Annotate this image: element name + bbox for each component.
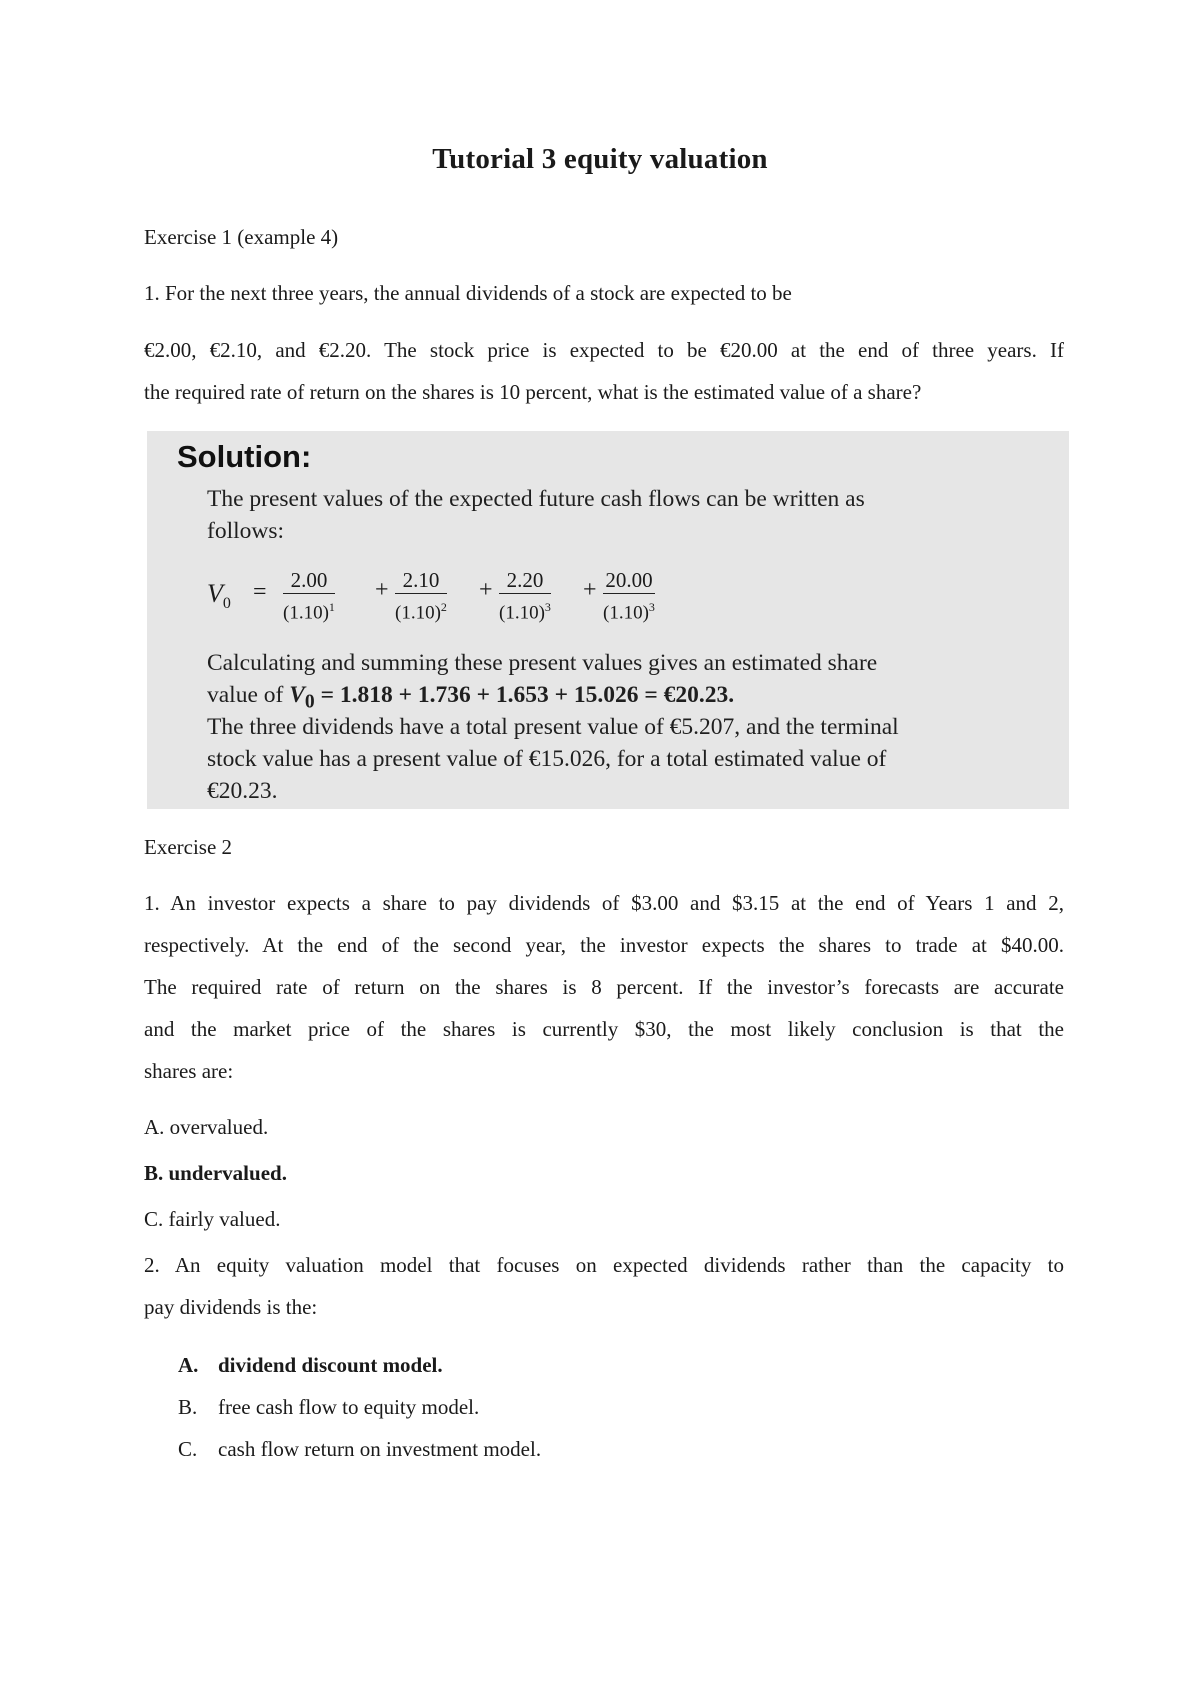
formula-plus: + — [583, 577, 597, 603]
solution-intro-line1: The present values of the expected future cash flows can be written as — [207, 486, 865, 512]
solution-calc-line2: value of $V_0 = 1.818 + 1.736 + 1.653 + 15.026$ = €20.23. — [207, 682, 735, 713]
exercise2-q1-option-a: A. overvalued. — [144, 1115, 269, 1139]
exercise2-q1-line3: The required rate of return on the shares is 8 percent. If the investor’s forecasts are accurate — [144, 975, 1064, 999]
formula-plus: + — [375, 577, 389, 603]
exercise2-q2-line1: 2. An equity valuation model that focuses on expected dividends rather than the capacity to — [144, 1253, 1064, 1277]
solution-summary-line2: stock value has a present value of €15.026, for a total estimated value of — [207, 746, 887, 772]
formula-plus: + — [479, 577, 493, 603]
formula-equals: = — [253, 579, 267, 605]
exercise2-q1-line4: and the market price of the shares is currently $30, the most likely conclusion is that the — [144, 1017, 1064, 1041]
exercise1-question-line3: the required rate of return on the shares is 10 percent, what is the estimated value of a share? — [144, 380, 922, 404]
exercise1-question-line2: €2.00, €2.10, and €2.20. The stock price is expected to be €20.00 at the end of three years. If — [144, 338, 1064, 362]
exercise1-heading: Exercise 1 (example 4) — [144, 225, 339, 249]
exercise2-q1-line1: 1. An investor expects a share to pay dividends of $3.00 and $3.15 at the end of Years 1 and 2, — [144, 891, 1064, 915]
formula-term: $\frac{20.00}{(1.10)^3}$ — [603, 568, 655, 624]
exercise2-q2-option-a: A. dividend discount model. — [178, 1353, 443, 1377]
solution-box — [147, 431, 1069, 809]
page-title: Tutorial 3 equity valuation — [432, 143, 768, 175]
exercise2-q1-option-b: B. undervalued. — [144, 1161, 287, 1185]
formula-lhs: $V_0$ — [207, 579, 231, 613]
solution-summary-line3: €20.23. — [207, 778, 278, 804]
exercise2-q2-option-c: C. cash flow return on investment model. — [178, 1437, 542, 1461]
exercise2-q1-line5: shares are: — [144, 1059, 234, 1083]
solution-summary-line1: The three dividends have a total present value of €5.207, and the terminal — [207, 714, 899, 740]
exercise2-heading: Exercise 2 — [144, 835, 233, 859]
formula-term: $\frac{2.20}{(1.10)^3}$ — [499, 568, 551, 624]
exercise2-q2-option-b: B. free cash flow to equity model. — [178, 1395, 480, 1419]
solution-intro-line2: follows: — [207, 518, 285, 544]
valuation-formula — [207, 567, 767, 631]
exercise2-q2-line2: pay dividends is the: — [144, 1295, 318, 1319]
formula-term: $\frac{2.00}{(1.10)^1}$ — [283, 568, 335, 624]
solution-calc-line1: Calculating and summing these present values gives an estimated share — [207, 650, 878, 676]
exercise2-q1-line2: respectively. At the end of the second year, the investor expects the shares to trade at $40.00. — [144, 933, 1064, 957]
formula-term: $\frac{2.10}{(1.10)^2}$ — [395, 568, 447, 624]
exercise2-q1-option-c: C. fairly valued. — [144, 1207, 281, 1231]
solution-heading: Solution: — [177, 439, 312, 474]
exercise1-question-line1: 1. For the next three years, the annual dividends of a stock are expected to be — [144, 281, 792, 305]
